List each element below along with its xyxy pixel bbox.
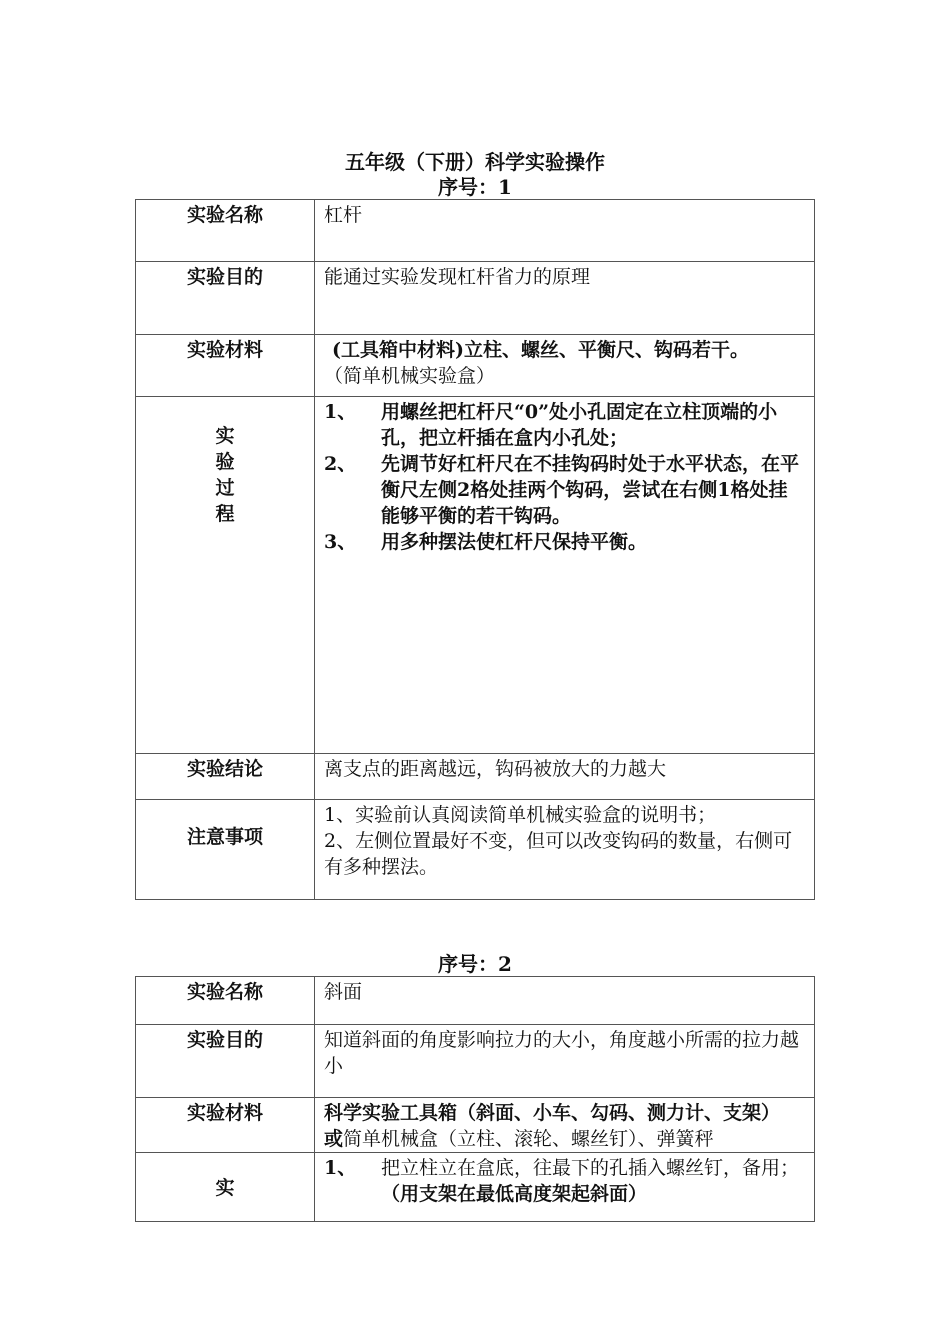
row-materials: [136, 1098, 815, 1153]
materials-or: 或: [324, 1128, 344, 1150]
experiment-table-2: [135, 976, 815, 1222]
label-conclusion: 实验结论: [136, 754, 315, 800]
row-materials: [136, 335, 815, 397]
process-step: [324, 399, 806, 451]
step-number: 2、: [324, 453, 357, 475]
row-name: [136, 200, 815, 262]
seq-label-1: 序号：1: [438, 175, 512, 199]
label-process-char: 验: [215, 451, 235, 473]
materials-normal: （简单机械实验盒）: [324, 365, 496, 387]
process-steps: [324, 399, 806, 555]
value-name: 杠杆: [315, 200, 815, 262]
step-number: 1、: [324, 1157, 357, 1179]
label-name: 实验名称: [136, 200, 315, 262]
row-conclusion: [136, 754, 815, 800]
process-step: [324, 1155, 806, 1207]
step-text-normal: 把立柱立在盒底，往最下的孔插入螺丝钉，备用；: [381, 1157, 800, 1179]
value-purpose: 能通过实验发现杠杆省力的原理: [315, 262, 815, 335]
step-number: 1、: [324, 401, 357, 423]
value-materials: [315, 1098, 815, 1153]
value-process: [315, 397, 815, 754]
step-text: 用多种摆法使杠杆尺保持平衡。: [381, 531, 648, 553]
materials-line2: [324, 1126, 806, 1152]
experiment-table-1: [135, 199, 815, 900]
row-name: [136, 977, 815, 1025]
step-text: 先调节好杠杆尺在不挂钩码时处于水平状态，在平衡尺左侧2格处挂两个钩码，尝试在右侧1格处挂能够平衡的若干钩码。: [381, 453, 800, 527]
step-text: [381, 1155, 806, 1207]
notes-line: 1、实验前认真阅读简单机械实验盒的说明书；: [324, 804, 717, 826]
label-process: 实: [136, 1153, 315, 1222]
materials-normal: 简单机械盒（立柱、滚轮、螺丝钉）、弹簧秤: [343, 1128, 714, 1150]
label-process-char: 程: [215, 503, 235, 525]
value-conclusion: 离支点的距离越远，钩码被放大的力越大: [315, 754, 815, 800]
step-text: 用螺丝把杠杆尺“0”处小孔固定在立柱顶端的小孔，把立杆插在盒内小孔处；: [381, 401, 778, 449]
notes-line: 2、左侧位置最好不变，但可以改变钩码的数量，右侧可有多种摆法。: [324, 830, 793, 878]
row-process: [136, 397, 815, 754]
row-purpose: [136, 1025, 815, 1098]
value-notes: [315, 800, 815, 900]
value-name: 斜面: [315, 977, 815, 1025]
row-purpose: [136, 262, 815, 335]
label-purpose: 实验目的: [136, 262, 315, 335]
row-notes: [136, 800, 815, 900]
step-text-bold: （用支架在最低高度架起斜面）: [381, 1183, 648, 1205]
label-materials: 实验材料: [136, 335, 315, 397]
label-name: 实验名称: [136, 977, 315, 1025]
row-process: [136, 1153, 815, 1222]
label-notes: 注意事项: [136, 800, 315, 900]
value-process: [315, 1153, 815, 1222]
step-number: 3、: [324, 531, 357, 553]
materials-bold: 科学实验工具箱（斜面、小车、勾码、测力计、支架）: [324, 1102, 781, 1124]
label-process: [136, 397, 315, 754]
label-purpose: 实验目的: [136, 1025, 315, 1098]
materials-bold: (工具箱中材料)立柱、螺丝、平衡尺、钩码若干。: [332, 339, 749, 361]
label-process-char: 实: [215, 425, 235, 447]
value-materials: [315, 335, 815, 397]
process-step: [324, 529, 806, 555]
label-process-char: 过: [215, 477, 235, 499]
value-purpose: 知道斜面的角度影响拉力的大小，角度越小所需的拉力越小: [315, 1025, 815, 1098]
label-materials: 实验材料: [136, 1098, 315, 1153]
process-step: [324, 451, 806, 529]
process-steps: [324, 1155, 806, 1207]
page-title: 五年级（下册）科学实验操作: [345, 150, 605, 174]
seq-label-2: 序号：2: [438, 952, 512, 976]
